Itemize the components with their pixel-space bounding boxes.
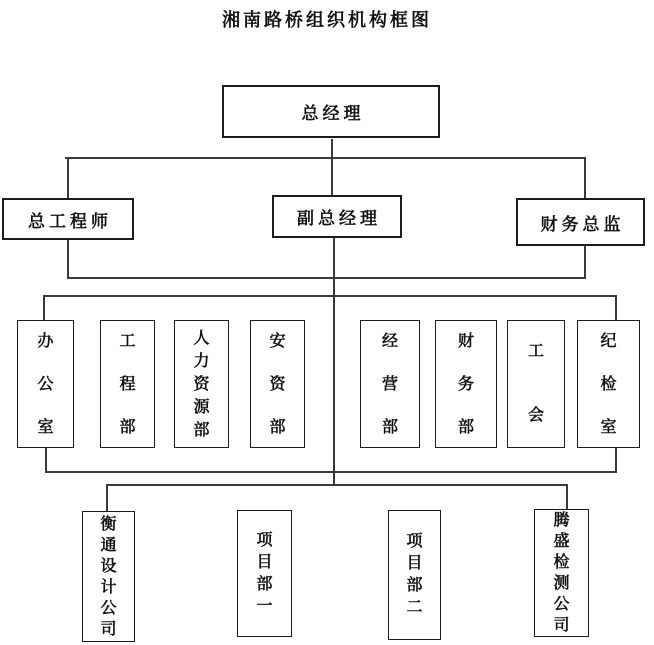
page-title: 湘南路桥组织机构框图 xyxy=(222,10,432,30)
connector-chief-engineer-down xyxy=(67,240,69,278)
node-dept-safety-assets xyxy=(250,320,305,448)
node-deputy-general-manager xyxy=(272,195,402,238)
node-label: 腾盛检测公司 xyxy=(553,512,570,634)
connector-deputy-gm-drop xyxy=(331,157,333,195)
connector-level2-join xyxy=(67,277,586,279)
node-label: 财务部 xyxy=(457,332,474,436)
connector-office-down xyxy=(45,448,47,473)
node-dept-labor-union xyxy=(507,320,565,448)
node-dept-operations xyxy=(360,320,420,448)
node-dept-finance xyxy=(435,320,497,448)
node-label: 衡通设计公司 xyxy=(100,515,117,638)
connector-tengsheng-drop xyxy=(566,484,568,510)
connector-discipline-drop xyxy=(615,295,617,321)
node-project-dept-one xyxy=(237,510,292,637)
node-tengsheng-testing-company xyxy=(534,509,589,637)
node-dept-engineering xyxy=(100,320,155,448)
node-label: 项目部二 xyxy=(406,533,423,616)
node-dept-office xyxy=(17,320,74,448)
connector-chief-engineer-drop xyxy=(67,157,69,198)
connector-center-spine xyxy=(333,238,335,485)
node-general-manager xyxy=(222,85,440,138)
node-chief-engineer xyxy=(2,198,134,240)
node-label: 总工程师 xyxy=(28,211,112,231)
node-label: 副总经理 xyxy=(297,209,381,228)
node-label: 安资部 xyxy=(269,332,286,436)
node-dept-human-resources xyxy=(174,320,229,448)
node-label: 工程部 xyxy=(119,332,136,436)
connector-hengtong-drop xyxy=(106,484,108,512)
connector-subsidiaries-bus xyxy=(106,484,567,486)
connector-office-drop xyxy=(43,295,45,321)
connector-cfo-drop xyxy=(584,157,586,198)
node-label: 经营部 xyxy=(381,332,398,436)
connector-ceo-drop xyxy=(331,139,333,158)
node-label: 工会 xyxy=(527,343,544,424)
connector-discipline-down xyxy=(615,448,617,473)
node-label: 办公室 xyxy=(37,332,54,436)
connector-level3-join xyxy=(45,471,616,473)
node-project-dept-two xyxy=(388,510,441,640)
connector-cfo-down xyxy=(584,246,586,278)
node-hengtong-design-company xyxy=(82,511,135,642)
node-label: 财务总监 xyxy=(540,214,625,234)
node-label: 总经理 xyxy=(301,104,365,123)
node-label: 项目部一 xyxy=(256,531,273,615)
node-label: 人力资源部 xyxy=(193,329,210,439)
connector-level2-bus xyxy=(65,157,585,159)
connector-departments-bus xyxy=(43,295,616,297)
node-financial-director xyxy=(516,198,645,246)
node-dept-discipline-inspection xyxy=(577,320,640,448)
node-label: 纪检室 xyxy=(600,332,617,436)
